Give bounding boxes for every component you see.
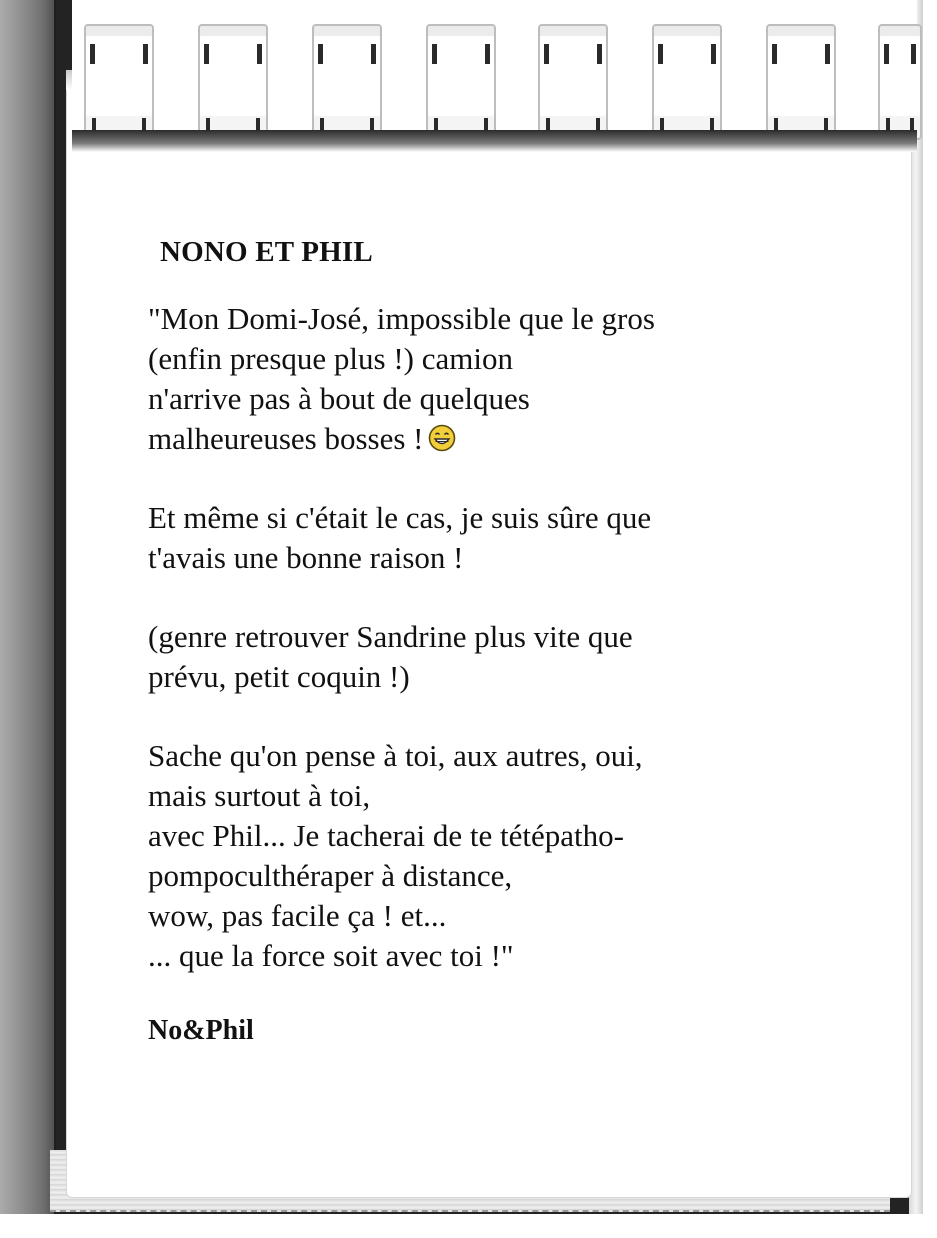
spiral-binding bbox=[72, 0, 917, 152]
text-line: t'avais une bonne raison ! bbox=[148, 540, 464, 575]
text-line: (genre retrouver Sandrine plus vite que bbox=[148, 619, 633, 654]
scan-bottom-margin bbox=[0, 1214, 937, 1238]
spiral-coil bbox=[538, 24, 608, 140]
spiral-coil bbox=[878, 24, 922, 140]
paragraph-1 bbox=[148, 299, 808, 459]
spiral-coil bbox=[766, 24, 836, 140]
spiral-coil bbox=[312, 24, 382, 140]
paragraph-2 bbox=[148, 498, 808, 578]
text-line: Et même si c'était le cas, je suis sûre que bbox=[148, 500, 652, 535]
page-content bbox=[148, 236, 808, 1047]
text-line: Sache qu'on pense à toi, aux autres, oui, bbox=[148, 738, 643, 773]
spiral-coil bbox=[426, 24, 496, 140]
signature: No&Phil bbox=[148, 1015, 254, 1046]
text-line: malheureuses bosses ! bbox=[148, 421, 424, 456]
text-line: n'arrive pas à bout de quelques bbox=[148, 381, 530, 416]
laughing-smiley-icon bbox=[428, 424, 456, 452]
spiral-coil bbox=[198, 24, 268, 140]
page-title: NONO ET PHIL bbox=[160, 236, 373, 268]
spiral-coil bbox=[84, 24, 154, 140]
text-line: (enfin presque plus !) camion bbox=[148, 341, 513, 376]
text-line-with-smiley bbox=[148, 419, 808, 459]
scanner-edge bbox=[0, 0, 62, 1238]
paragraph-4 bbox=[148, 736, 808, 976]
text-line: ... que la force soit avec toi !" bbox=[148, 938, 514, 973]
text-line: "Mon Domi-José, impossible que le gros bbox=[148, 301, 655, 336]
text-line: avec Phil... Je tacherai de te tétépatho- bbox=[148, 818, 624, 853]
text-line: pompoculthéraper à distance, bbox=[148, 858, 513, 893]
paragraph-3 bbox=[148, 617, 808, 697]
spiral-coil bbox=[652, 24, 722, 140]
text-line: prévu, petit coquin !) bbox=[148, 659, 410, 694]
text-line: mais surtout à toi, bbox=[148, 778, 371, 813]
text-line: wow, pas facile ça ! et... bbox=[148, 898, 447, 933]
